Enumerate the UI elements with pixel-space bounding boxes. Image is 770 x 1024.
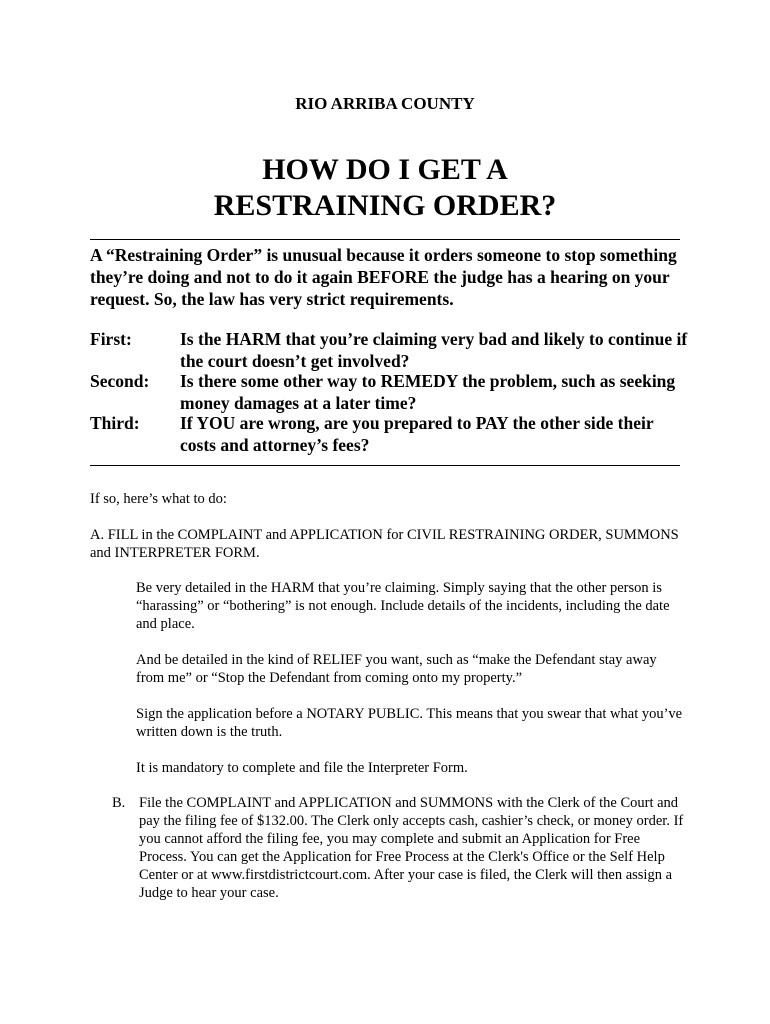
if-so-text: If so, here’s what to do:: [90, 491, 227, 507]
step-a-text: A. FILL in the COMPLAINT and APPLICATION for CIVIL RESTRAINING ORDER, SUMMONS and INTERPRETER FORM.: [90, 527, 679, 561]
step-a-paragraph-harm: Be very detailed in the HARM that you’re claiming. Simply saying that the other person is “harassing” or “bothering” is not enough. Include details of the incidents, including the date and place.: [136, 580, 670, 632]
county-heading: RIO ARRIBA COUNTY: [295, 94, 475, 113]
step-a-paragraph-relief: And be detailed in the kind of RELIEF you want, such as “make the Defendant stay away from me” or “Stop the Defendant from coming onto my property.”: [136, 652, 657, 686]
step-b-label: B.: [112, 795, 126, 811]
question-label: First:: [90, 329, 132, 349]
title-line-2: RESTRAINING ORDER?: [213, 189, 557, 222]
question-label: Second:: [90, 371, 150, 391]
step-b-text: File the COMPLAINT and APPLICATION and SUMMONS with the Clerk of the Court and pay the filing fee of $132.00. The Clerk only accepts cash, cashier’s check, or money order. If you cannot afford the filing fee, you may complete and submit an Application for Free Process. You can get the Application for Free Process at the Clerk's Office or the Self Help Center or at www.firstdistrictcourt.com. After your case is filed, the Clerk will then assign a Judge to hear your case.: [139, 795, 684, 901]
question-label: Third:: [90, 413, 140, 433]
question-text: Is the HARM that you’re claiming very bad and likely to continue if the court doesn’t get involved?: [180, 329, 688, 371]
step-a-paragraph-interpreter: It is mandatory to complete and file the Interpreter Form.: [136, 760, 468, 776]
bottom-divider: [90, 465, 680, 466]
title-line-1: HOW DO I GET A: [262, 153, 508, 186]
intro-paragraph: A “Restraining Order” is unusual because it orders someone to stop something they’re doing and not to do it again BEFORE the judge has a hearing on your request. So, the law has very strict requirements.: [90, 245, 677, 309]
question-text: If YOU are wrong, are you prepared to PAY the other side their costs and attorney’s fees?: [180, 413, 654, 455]
page-title: [0, 152, 770, 224]
top-divider: [90, 239, 680, 240]
step-a-paragraph-notary: Sign the application before a NOTARY PUBLIC. This means that you swear that what you’ve written down is the truth.: [136, 706, 683, 740]
question-text: Is there some other way to REMEDY the problem, such as seeking money damages at a later time?: [180, 371, 676, 413]
